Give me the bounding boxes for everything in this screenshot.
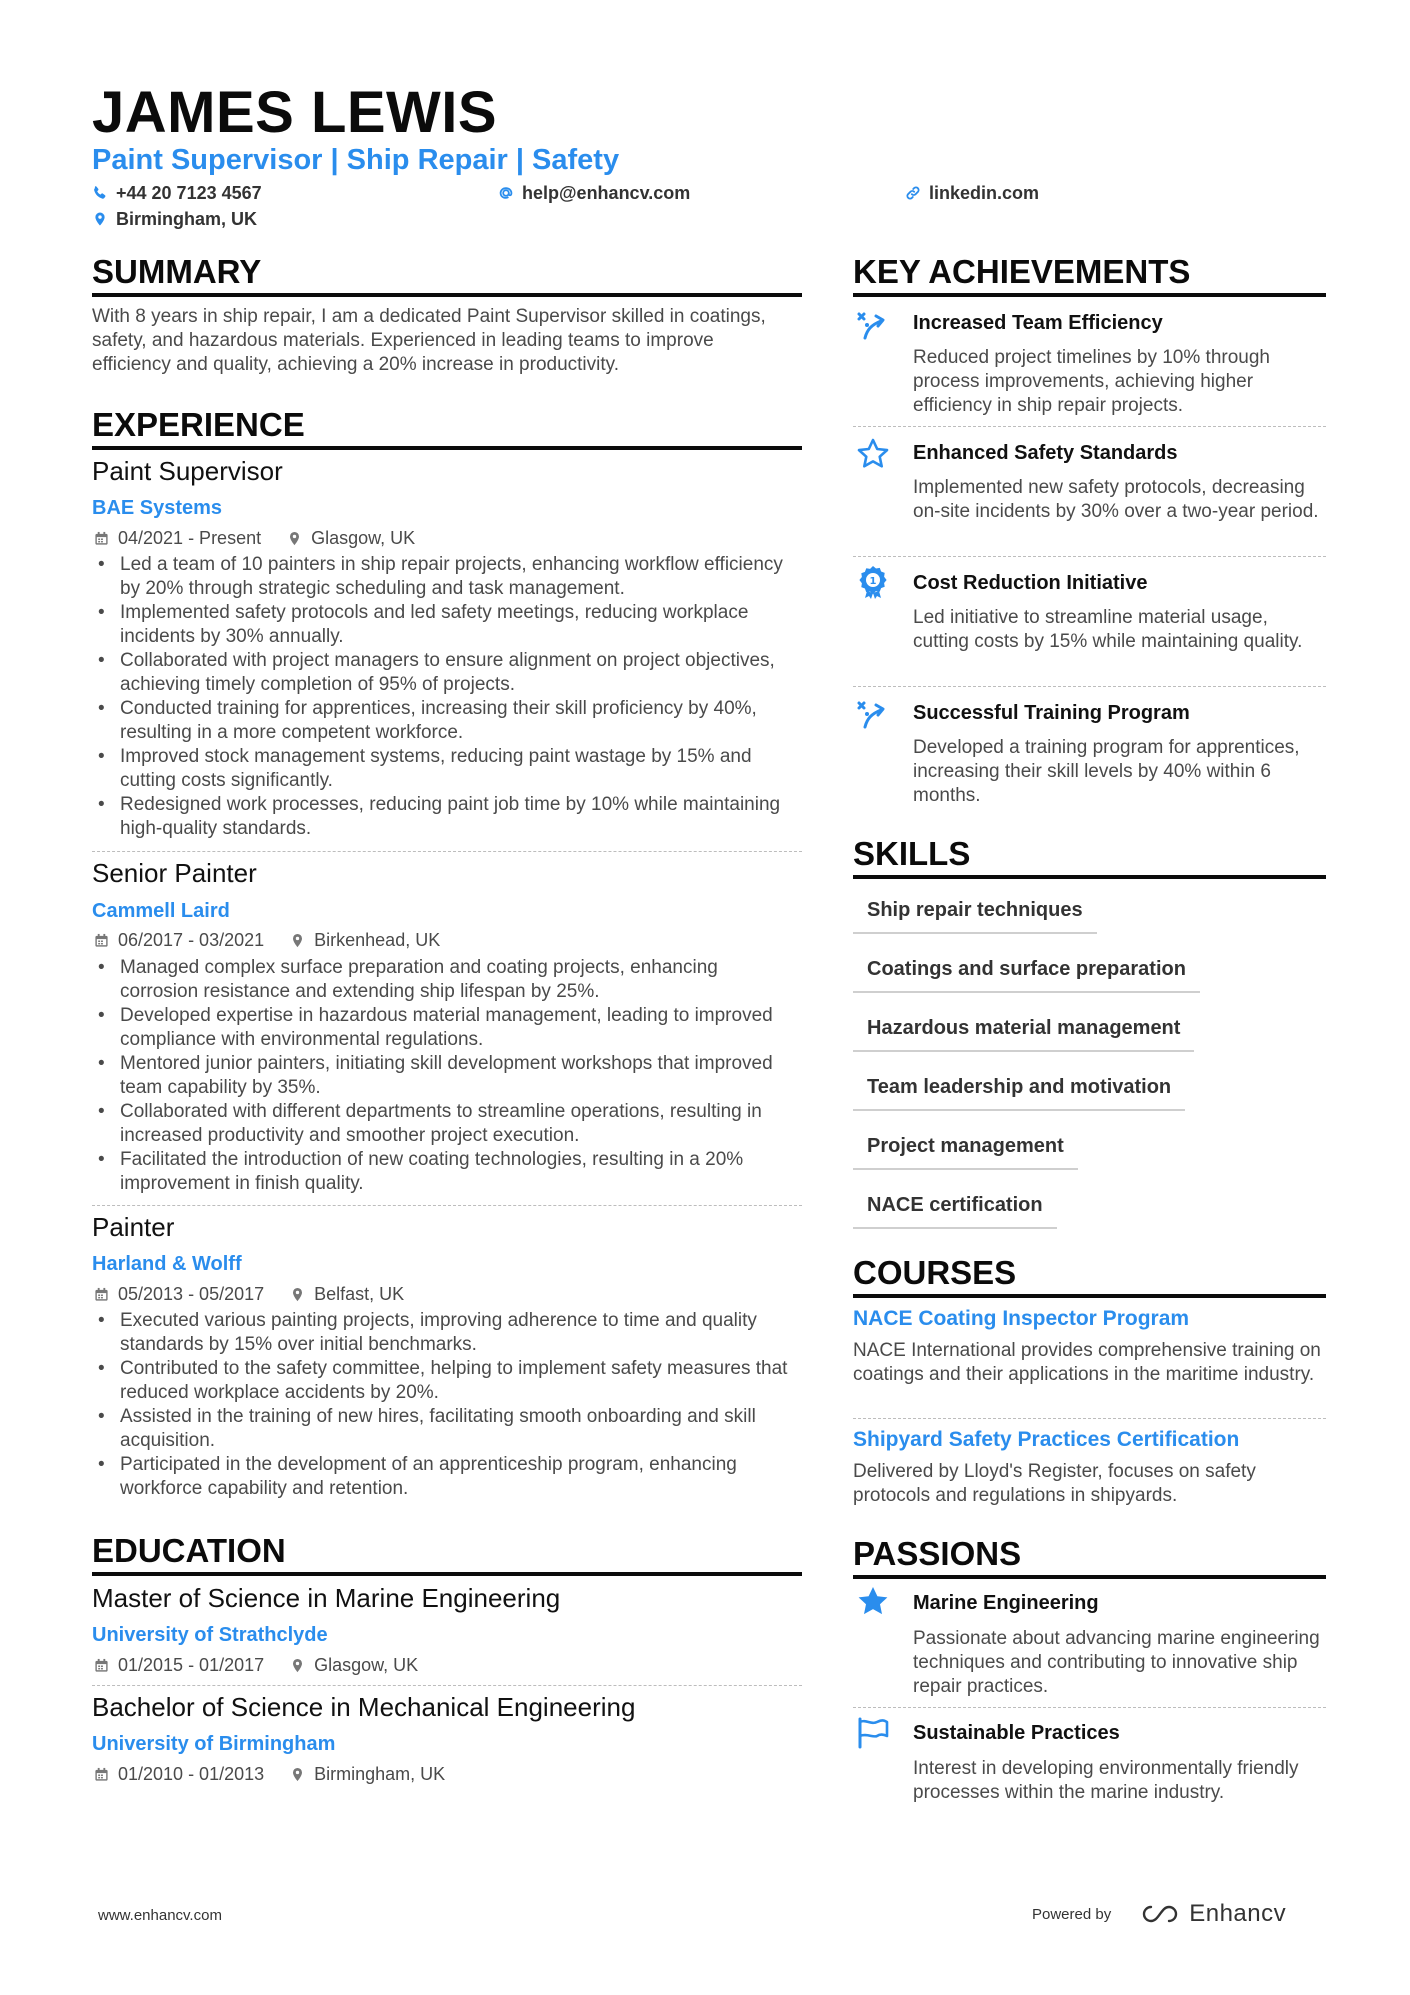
education-degree: Bachelor of Science in Mechanical Engineering — [92, 1692, 636, 1722]
summary-heading: SUMMARY — [92, 253, 262, 290]
achievement-divider — [853, 686, 1326, 687]
achievement-title: Successful Training Program — [913, 702, 1190, 724]
job-bullet: • Implemented safety protocols and led safety meetings, reducing workplace incidents by 30% annually. — [92, 601, 797, 649]
flag-icon — [855, 1715, 891, 1751]
job-bullets — [92, 553, 797, 841]
job-bullet: • Improved stock management systems, reducing paint wastage by 15% and cutting costs significantly. — [92, 745, 797, 793]
skill-tag: NACE certification — [853, 1193, 1057, 1229]
job-bullet: • Developed expertise in hazardous material management, leading to improved compliance with environmental regulations. — [92, 1004, 797, 1052]
skill-tag: Team leadership and motivation — [853, 1075, 1185, 1111]
job-meta — [94, 929, 440, 951]
education-school: University of Birmingham — [92, 1733, 336, 1755]
courses-heading: COURSES — [853, 1254, 1017, 1291]
course-divider — [853, 1418, 1326, 1419]
job-bullet: • Redesigned work processes, reducing paint job time by 10% while maintaining high-quality standards. — [92, 793, 797, 841]
education-heading: EDUCATION — [92, 1532, 286, 1569]
passions-heading: PASSIONS — [853, 1535, 1022, 1572]
skill-tag: Hazardous material management — [853, 1016, 1194, 1052]
job-bullets — [92, 956, 797, 1196]
candidate-name: JAMES LEWIS — [92, 80, 498, 145]
education-location: Glasgow, UK — [314, 1655, 419, 1675]
achievements-heading: KEY ACHIEVEMENTS — [853, 253, 1191, 290]
course-title: NACE Coating Inspector Program — [853, 1307, 1190, 1330]
achievement-text: Implemented new safety protocols, decreasing on-site incidents by 30% over a two-year period. — [913, 477, 1319, 522]
phone-icon — [92, 185, 108, 201]
phone-contact — [92, 182, 262, 204]
job-divider — [92, 851, 802, 852]
achievement-text: Developed a training program for apprentices, increasing their skill levels by 40% within 6 months. — [913, 737, 1300, 806]
experience-heading: EXPERIENCE — [92, 406, 305, 443]
skills-rule — [853, 875, 1326, 879]
at-icon — [498, 185, 514, 201]
location-pin-icon — [287, 531, 302, 546]
strategy-icon — [855, 697, 891, 733]
achievement-text: Led initiative to streamline material usage, cutting costs by 15% while maintaining quality. — [913, 607, 1303, 652]
job-dates: 06/2017 - 03/2021 — [118, 930, 265, 950]
calendar-icon — [94, 531, 109, 546]
course-text: Delivered by Lloyd's Register, focuses on safety protocols and regulations in shipyards. — [853, 1461, 1256, 1506]
powered-by-label: Powered by — [1032, 1905, 1112, 1923]
award-icon — [855, 564, 891, 600]
location-pin-icon — [290, 933, 305, 948]
calendar-icon — [94, 1658, 109, 1673]
email-contact — [498, 182, 690, 204]
achievements-rule — [853, 293, 1326, 297]
skill-tag: Project management — [853, 1134, 1078, 1170]
job-bullet: • Executed various painting projects, improving adherence to time and quality standards by 15% over initial benchmarks. — [92, 1309, 797, 1357]
job-bullet: • Participated in the development of an apprenticeship program, enhancing workforce capability and retention. — [92, 1453, 797, 1501]
job-meta — [94, 1283, 404, 1305]
job-bullet: • Managed complex surface preparation and coating projects, enhancing corrosion resistance and extending ship lifespan by 25%. — [92, 956, 797, 1004]
location-pin-icon — [290, 1767, 305, 1782]
job-divider — [92, 1205, 802, 1206]
summary-rule — [92, 293, 802, 297]
passion-title: Marine Engineering — [913, 1592, 1099, 1614]
summary-text: With 8 years in ship repair, I am a dedicated Paint Supervisor skilled in coatings, safety, and hazardous materials. Experienced in leading teams to improve efficiency and quality, achieving a 20% increase in productivity. — [92, 306, 766, 375]
phone-text[interactable]: +44 20 7123 4567 — [116, 183, 262, 203]
job-company: BAE Systems — [92, 497, 223, 519]
job-role: Paint Supervisor — [92, 456, 283, 486]
education-school: University of Strathclyde — [92, 1624, 328, 1646]
job-bullet: • Assisted in the training of new hires, facilitating smooth onboarding and skill acquisition. — [92, 1405, 797, 1453]
enhancv-logo-icon — [1137, 1902, 1183, 1926]
headline: Paint Supervisor | Ship Repair | Safety — [92, 144, 620, 176]
footer-branding — [1032, 1900, 1286, 1928]
skill-tag: Ship repair techniques — [853, 898, 1097, 934]
brand-name: Enhancv — [1189, 1900, 1287, 1927]
experience-rule — [92, 446, 802, 450]
education-location: Birmingham, UK — [314, 1764, 446, 1784]
course-title: Shipyard Safety Practices Certification — [853, 1428, 1240, 1451]
education-meta — [94, 1763, 445, 1785]
education-meta — [94, 1654, 418, 1676]
skill-tag: Coatings and surface preparation — [853, 957, 1200, 993]
education-divider — [92, 1685, 802, 1686]
passion-text: Passionate about advancing marine engineering techniques and contributing to innovative ship repair practices. — [913, 1628, 1320, 1697]
brand-logo[interactable] — [1137, 1900, 1286, 1928]
link-icon — [905, 185, 921, 201]
education-dates: 01/2015 - 01/2017 — [118, 1655, 265, 1675]
job-dates: 05/2013 - 05/2017 — [118, 1284, 265, 1304]
job-bullets — [92, 1309, 797, 1501]
job-location: Belfast, UK — [314, 1284, 405, 1304]
passions-rule — [853, 1575, 1326, 1579]
achievement-divider — [853, 426, 1326, 427]
svg-text:1: 1 — [869, 576, 877, 587]
footer-website[interactable]: www.enhancv.com — [98, 1907, 222, 1924]
calendar-icon — [94, 1287, 109, 1302]
job-location: Birkenhead, UK — [314, 930, 441, 950]
education-rule — [92, 1572, 802, 1576]
passion-title: Sustainable Practices — [913, 1722, 1120, 1744]
achievement-title: Increased Team Efficiency — [913, 312, 1163, 334]
strategy-icon — [855, 308, 891, 344]
courses-rule — [853, 1294, 1326, 1298]
education-degree: Master of Science in Marine Engineering — [92, 1583, 561, 1613]
calendar-icon — [94, 1767, 109, 1782]
education-dates: 01/2010 - 01/2013 — [118, 1764, 265, 1784]
passion-text: Interest in developing environmentally friendly processes within the marine industry. — [913, 1758, 1299, 1803]
job-bullet: • Mentored junior painters, initiating skill development workshops that improved team capability by 35%. — [92, 1052, 797, 1100]
job-bullet: • Led a team of 10 painters in ship repair projects, enhancing workflow efficiency by 20% through strategic scheduling and task management. — [92, 553, 797, 601]
job-location: Glasgow, UK — [311, 528, 416, 548]
passion-divider — [853, 1707, 1326, 1708]
achievement-title: Cost Reduction Initiative — [913, 572, 1148, 594]
location-pin-icon — [290, 1658, 305, 1673]
linkedin-contact — [905, 182, 1039, 204]
star-icon — [855, 436, 891, 472]
location-pin-icon — [92, 211, 108, 227]
job-bullet: • Collaborated with different departments to streamline operations, resulting in increased productivity and smoother project execution. — [92, 1100, 797, 1148]
job-role: Senior Painter — [92, 858, 257, 888]
skills-heading: SKILLS — [853, 835, 971, 872]
calendar-icon — [94, 933, 109, 948]
location-pin-icon — [290, 1287, 305, 1302]
job-company: Cammell Laird — [92, 900, 230, 922]
job-role: Painter — [92, 1212, 175, 1242]
linkedin-text[interactable]: linkedin.com — [929, 183, 1040, 203]
achievement-text: Reduced project timelines by 10% through process improvements, achieving higher efficiency in ship repair projects. — [913, 347, 1270, 416]
location-text: Birmingham, UK — [116, 209, 258, 229]
job-company: Harland & Wolff — [92, 1253, 242, 1275]
job-bullet: • Contributed to the safety committee, helping to implement safety measures that reduced workplace accidents by 20%. — [92, 1357, 797, 1405]
job-bullet: • Collaborated with project managers to ensure alignment on project objectives, achieving timely completion of 95% of projects. — [92, 649, 797, 697]
course-text: NACE International provides comprehensive training on coatings and their applications in the maritime industry. — [853, 1340, 1321, 1385]
achievement-title: Enhanced Safety Standards — [913, 442, 1178, 464]
job-meta — [94, 527, 415, 549]
achievement-divider — [853, 556, 1326, 557]
job-bullet: • Conducted training for apprentices, increasing their skill proficiency by 40%, resulting in a more competent workforce. — [92, 697, 797, 745]
job-bullet: • Facilitated the introduction of new coating technologies, resulting in a 20% improvement in finish quality. — [92, 1148, 797, 1196]
email-text[interactable]: help@enhancv.com — [522, 183, 691, 203]
star-icon — [855, 1584, 891, 1620]
job-dates: 04/2021 - Present — [118, 528, 262, 548]
location-contact — [92, 208, 257, 230]
